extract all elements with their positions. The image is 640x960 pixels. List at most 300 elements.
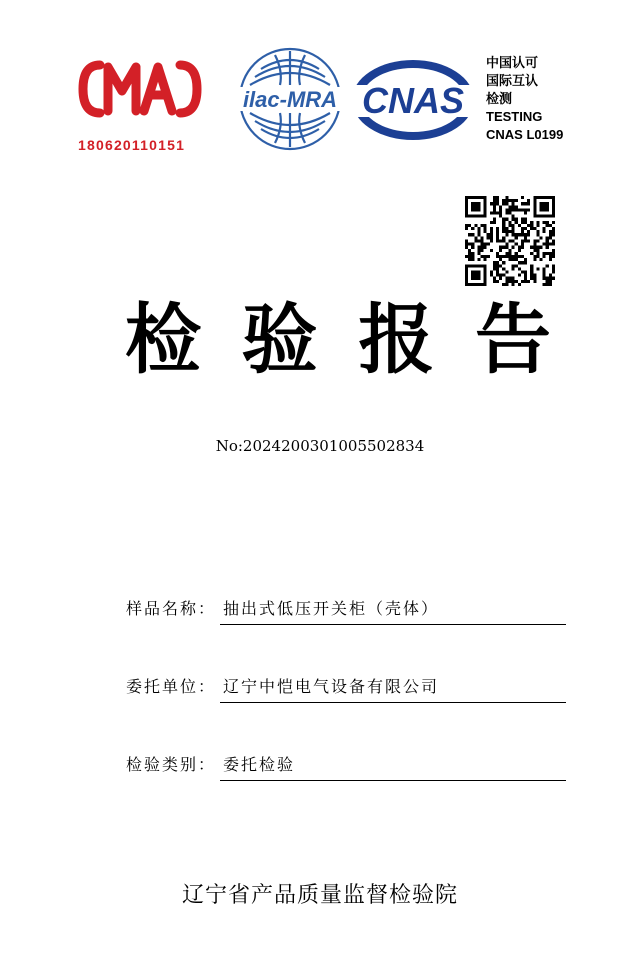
qr-module [530, 252, 533, 255]
qr-module [471, 208, 474, 211]
qr-module [524, 274, 527, 277]
qr-module [481, 224, 484, 227]
title-char: 报 [358, 295, 435, 384]
qr-module [546, 283, 549, 286]
qr-module [521, 261, 524, 264]
qr-module [477, 208, 480, 211]
qr-module [508, 205, 511, 208]
qr-module [521, 196, 524, 199]
qr-module [502, 239, 505, 242]
qr-module [512, 264, 515, 267]
qr-module [521, 246, 524, 249]
qr-module [521, 239, 524, 242]
qr-module [508, 199, 511, 202]
qr-module [533, 277, 536, 280]
qr-module [496, 255, 499, 258]
qr-module [527, 239, 530, 242]
qr-module [527, 199, 530, 202]
qr-module [521, 202, 524, 205]
qr-module [477, 270, 480, 273]
qr-module [521, 221, 524, 224]
qr-module [502, 283, 505, 286]
qr-module [468, 283, 471, 286]
qr-module [530, 224, 533, 227]
qr-module [552, 215, 555, 218]
qr-module [515, 255, 518, 258]
qr-module [465, 246, 468, 249]
qr-module [552, 249, 555, 252]
qr-module [515, 264, 518, 267]
qr-module [546, 196, 549, 199]
qr-module [477, 264, 480, 267]
qr-module [546, 221, 549, 224]
qr-module [481, 215, 484, 218]
page-title [118, 290, 558, 390]
field-value: 辽宁中恺电气设备有限公司 [223, 677, 440, 696]
qr-module [549, 230, 552, 233]
qr-module [530, 267, 533, 270]
qr-module [549, 252, 552, 255]
qr-module [471, 270, 474, 273]
qr-module [508, 258, 511, 261]
qr-module [512, 277, 515, 280]
qr-module [543, 202, 546, 205]
qr-module [487, 236, 490, 239]
qr-module [512, 218, 515, 221]
qr-module [508, 249, 511, 252]
qr-module [524, 221, 527, 224]
qr-module [552, 239, 555, 242]
qr-module [468, 264, 471, 267]
qr-module [543, 270, 546, 273]
qr-module [471, 246, 474, 249]
qr-module [515, 199, 518, 202]
qr-module [493, 208, 496, 211]
qr-module [490, 270, 493, 273]
qr-module [502, 221, 505, 224]
qr-module [543, 283, 546, 286]
qr-module [481, 249, 484, 252]
qr-module [539, 246, 542, 249]
qr-module [471, 252, 474, 255]
qr-module [543, 255, 546, 258]
qr-module [530, 270, 533, 273]
qr-module [521, 280, 524, 283]
qr-module [477, 246, 480, 249]
qr-module [471, 202, 474, 205]
qr-module [471, 258, 474, 261]
qr-module [533, 258, 536, 261]
qr-module [471, 274, 474, 277]
qr-module [518, 224, 521, 227]
qr-module [465, 277, 468, 280]
qr-module [481, 196, 484, 199]
qr-module [471, 196, 474, 199]
qr-module [493, 202, 496, 205]
cnas-logo [350, 57, 476, 143]
qr-module [552, 252, 555, 255]
qr-module [524, 212, 527, 215]
qr-module [468, 258, 471, 261]
qr-module [549, 258, 552, 261]
qr-module [496, 252, 499, 255]
client-field [126, 674, 566, 704]
qr-module [524, 277, 527, 280]
qr-module [512, 230, 515, 233]
qr-module [524, 258, 527, 261]
title-char: 告 [474, 295, 551, 384]
qr-module [549, 236, 552, 239]
qr-module [524, 227, 527, 230]
qr-module [546, 215, 549, 218]
qr-module [490, 239, 493, 242]
qr-module [533, 196, 536, 199]
qr-module [468, 249, 471, 252]
qr-module [533, 246, 536, 249]
qr-module [477, 227, 480, 230]
qr-module [493, 212, 496, 215]
qr-module [543, 227, 546, 230]
sample-name-field [126, 596, 566, 626]
qr-module [552, 202, 555, 205]
qr-module [524, 239, 527, 242]
qr-module [484, 230, 487, 233]
qr-module [465, 280, 468, 283]
qr-module [484, 267, 487, 270]
qr-module [505, 212, 508, 215]
qr-module [505, 252, 508, 255]
qr-module [496, 267, 499, 270]
qr-module [471, 255, 474, 258]
qr-module [496, 261, 499, 264]
qr-module [471, 277, 474, 280]
qr-module [484, 227, 487, 230]
qr-module [515, 258, 518, 261]
qr-module [490, 212, 493, 215]
qr-module [546, 243, 549, 246]
qr-module [465, 267, 468, 270]
qr-module [524, 208, 527, 211]
qr-module [481, 246, 484, 249]
qr-module [484, 246, 487, 249]
qr-module [549, 224, 552, 227]
qr-module [552, 227, 555, 230]
qr-module [474, 236, 477, 239]
qr-module [512, 215, 515, 218]
report-number: No:2024200301005502834 [215, 437, 425, 455]
qr-module [533, 243, 536, 246]
qr-module [549, 283, 552, 286]
qr-module [536, 233, 539, 236]
qr-module [499, 212, 502, 215]
qr-module [493, 264, 496, 267]
qr-module [465, 205, 468, 208]
qr-module [502, 246, 505, 249]
qr-module [505, 202, 508, 205]
qr-module [549, 215, 552, 218]
qr-module [505, 233, 508, 236]
qr-module [502, 267, 505, 270]
qr-module [477, 277, 480, 280]
qr-module [543, 252, 546, 255]
qr-module [465, 283, 468, 286]
qr-module [533, 212, 536, 215]
qr-module [536, 230, 539, 233]
qr-module [502, 261, 505, 264]
qr-module [493, 205, 496, 208]
qr-module [468, 224, 471, 227]
qr-module [518, 267, 521, 270]
qr-module [536, 224, 539, 227]
qr-module [505, 196, 508, 199]
qr-code-icon[interactable] [465, 196, 555, 286]
qr-module [490, 249, 493, 252]
ilac-mra-logo [233, 47, 347, 151]
qr-module [533, 280, 536, 283]
qr-module [552, 270, 555, 273]
qr-module [465, 243, 468, 246]
qr-module [474, 270, 477, 273]
qr-module [518, 233, 521, 236]
qr-module [477, 215, 480, 218]
qr-module [512, 258, 515, 261]
qr-module [499, 277, 502, 280]
qr-module [484, 277, 487, 280]
qr-module [465, 196, 468, 199]
qr-module [546, 202, 549, 205]
qr-module [512, 255, 515, 258]
accreditation-line: 中国认可 [486, 55, 539, 70]
cma-logo [78, 57, 202, 121]
qr-module [508, 224, 511, 227]
qr-module [512, 239, 515, 242]
qr-module [530, 221, 533, 224]
qr-module [533, 274, 536, 277]
qr-module [477, 233, 480, 236]
qr-module [518, 249, 521, 252]
qr-module [552, 264, 555, 267]
qr-module [533, 205, 536, 208]
qr-module [536, 221, 539, 224]
qr-module [502, 224, 505, 227]
qr-module [515, 221, 518, 224]
qr-module [465, 255, 468, 258]
qr-module [552, 199, 555, 202]
qr-module [493, 218, 496, 221]
qr-module [477, 205, 480, 208]
qr-module [496, 202, 499, 205]
qr-module [508, 221, 511, 224]
cnas-text: CNAS [361, 80, 465, 121]
qr-module [536, 252, 539, 255]
qr-module [536, 239, 539, 242]
qr-module [508, 280, 511, 283]
qr-module [518, 261, 521, 264]
qr-module [484, 243, 487, 246]
qr-module [496, 196, 499, 199]
qr-module [505, 208, 508, 211]
qr-module [524, 218, 527, 221]
qr-module [493, 261, 496, 264]
qr-module [533, 215, 536, 218]
qr-module [496, 239, 499, 242]
qr-module [543, 277, 546, 280]
qr-module [481, 243, 484, 246]
qr-module [490, 236, 493, 239]
qr-module [474, 208, 477, 211]
qr-module [490, 274, 493, 277]
qr-module [515, 280, 518, 283]
ilac-mra-text: ilac-MRA [242, 87, 338, 112]
qr-module [484, 196, 487, 199]
qr-module [499, 239, 502, 242]
qr-module [549, 233, 552, 236]
qr-module [505, 227, 508, 230]
accreditation-line: 检测 [486, 91, 513, 106]
qr-module [468, 243, 471, 246]
qr-module [521, 218, 524, 221]
qr-module [508, 208, 511, 211]
qr-module [502, 230, 505, 233]
qr-module [471, 264, 474, 267]
qr-module [505, 243, 508, 246]
qr-module [484, 215, 487, 218]
qr-module [533, 227, 536, 230]
qr-module [515, 243, 518, 246]
qr-module [496, 199, 499, 202]
qr-module [490, 202, 493, 205]
qr-module [493, 267, 496, 270]
qr-module [496, 212, 499, 215]
qr-module [546, 246, 549, 249]
qr-module [536, 249, 539, 252]
qr-module [549, 196, 552, 199]
qr-module [474, 277, 477, 280]
qr-module [484, 270, 487, 273]
qr-module [474, 264, 477, 267]
qr-module [546, 236, 549, 239]
qr-module [521, 233, 524, 236]
qr-module [493, 199, 496, 202]
qr-module [512, 205, 515, 208]
qr-module [543, 274, 546, 277]
qr-module [477, 252, 480, 255]
qr-module [490, 221, 493, 224]
qr-module [505, 277, 508, 280]
qr-module [477, 202, 480, 205]
qr-module [505, 230, 508, 233]
qr-module [533, 255, 536, 258]
underline [220, 780, 566, 781]
accreditation-line: 国际互认 [486, 73, 539, 88]
qr-module [512, 202, 515, 205]
qr-module [505, 199, 508, 202]
qr-module [465, 202, 468, 205]
qr-module [502, 227, 505, 230]
qr-module [481, 255, 484, 258]
qr-module [512, 227, 515, 230]
qr-module [515, 218, 518, 221]
qr-module [543, 230, 546, 233]
qr-module [471, 243, 474, 246]
qr-module [484, 224, 487, 227]
qr-module [502, 236, 505, 239]
qr-module [508, 212, 511, 215]
qr-module [543, 267, 546, 270]
qr-module [490, 233, 493, 236]
qr-module [521, 270, 524, 273]
qr-module [512, 283, 515, 286]
field-value: 委托检验 [223, 755, 296, 774]
qr-module [484, 283, 487, 286]
qr-module [474, 224, 477, 227]
qr-module [484, 205, 487, 208]
qr-module [484, 202, 487, 205]
qr-module [508, 230, 511, 233]
qr-module [530, 246, 533, 249]
qr-module [515, 233, 518, 236]
qr-module [524, 270, 527, 273]
qr-module [552, 212, 555, 215]
qr-module [487, 243, 490, 246]
qr-module [552, 255, 555, 258]
qr-module [527, 280, 530, 283]
qr-module [546, 277, 549, 280]
qr-module [474, 215, 477, 218]
qr-module [543, 243, 546, 246]
qr-module [508, 252, 511, 255]
qr-module [546, 252, 549, 255]
qr-module [499, 249, 502, 252]
qr-module [490, 227, 493, 230]
qr-module [549, 255, 552, 258]
qr-module [518, 246, 521, 249]
qr-module [477, 249, 480, 252]
qr-module [521, 227, 524, 230]
qr-module [527, 230, 530, 233]
qr-module [521, 243, 524, 246]
qr-module [465, 215, 468, 218]
qr-module [533, 208, 536, 211]
qr-module [552, 230, 555, 233]
qr-module [465, 270, 468, 273]
qr-module [549, 277, 552, 280]
inspection-type-field [126, 752, 566, 782]
qr-module [552, 267, 555, 270]
qr-module [481, 283, 484, 286]
qr-module [502, 255, 505, 258]
qr-module [505, 218, 508, 221]
qr-module [496, 264, 499, 267]
qr-module [524, 202, 527, 205]
qr-module [546, 224, 549, 227]
qr-module [471, 283, 474, 286]
qr-module [552, 233, 555, 236]
qr-module [493, 221, 496, 224]
qr-module [515, 205, 518, 208]
qr-module [468, 215, 471, 218]
field-label: 样品名称： [126, 599, 217, 618]
field-label: 委托单位： [126, 677, 217, 696]
qr-module [530, 274, 533, 277]
qr-module [496, 280, 499, 283]
qr-module [465, 212, 468, 215]
qr-module [530, 277, 533, 280]
qr-module [549, 274, 552, 277]
qr-module [512, 224, 515, 227]
qr-module [496, 270, 499, 273]
qr-module [468, 196, 471, 199]
